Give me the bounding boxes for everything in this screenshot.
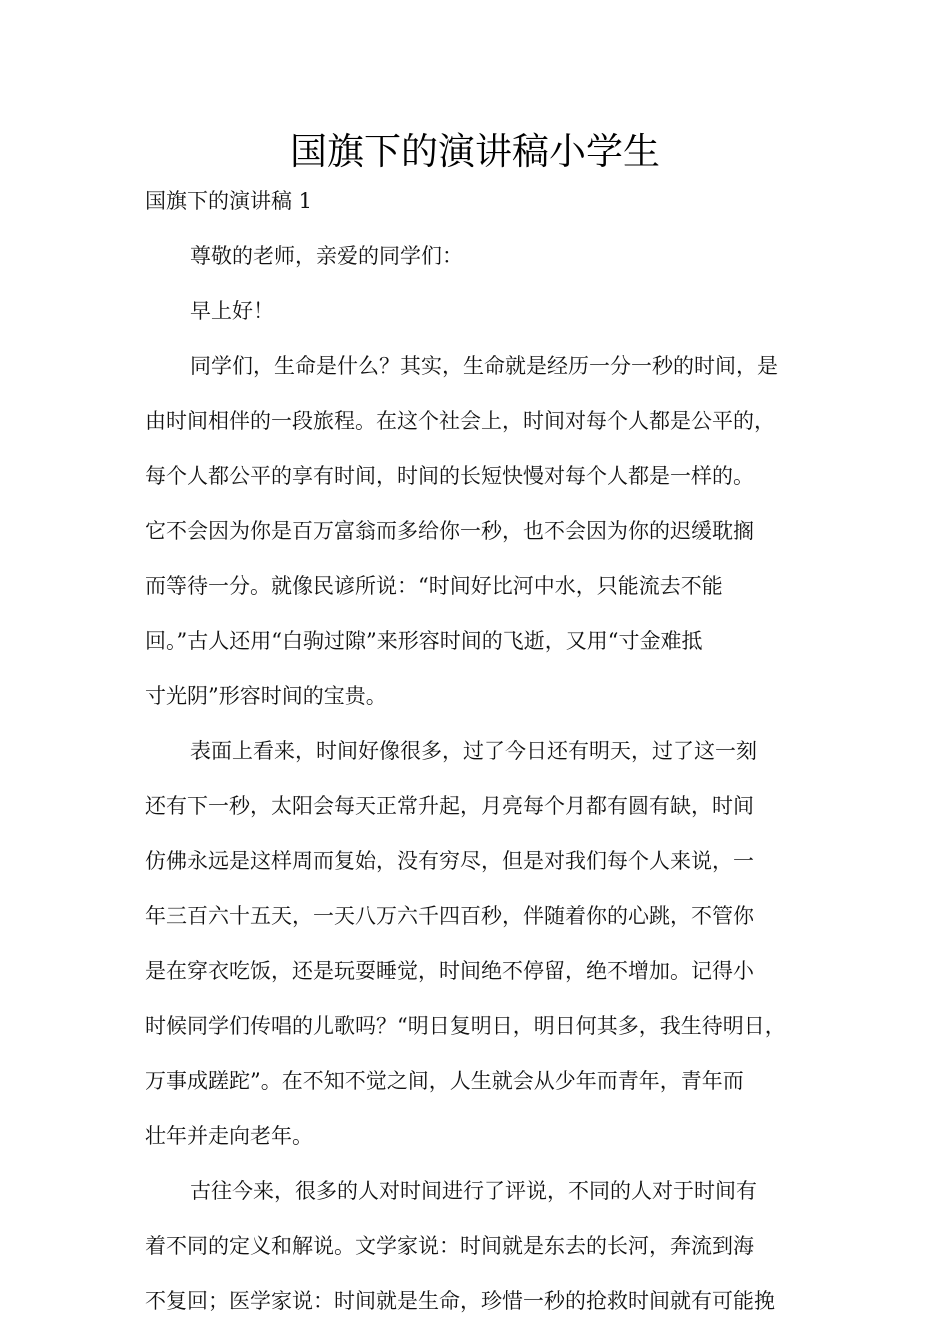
body-text-line: 国旗下的演讲稿 1 [145,189,313,213]
body-text-line: 尊敬的老师，亲爱的同学们： [190,244,463,268]
body-text-line: 年三百六十五天，一天八万六千四百秒，伴随着你的心跳，不管你 [145,904,754,928]
body-text-line: 由时间相伴的一段旅程。在这个社会上，时间对每个人都是公平的， [145,409,775,433]
document-body [145,180,817,1322]
body-text-line: 而等待一分。就像民谚所说：“时间好比河中水，只能流去不能 [145,574,723,598]
body-text-line: 同学们，生命是什么？其实，生命就是经历一分一秒的时间，是 [190,354,778,378]
document-title: 国旗下的演讲稿小学生 [290,130,660,173]
body-text-line: 每个人都公平的享有时间，时间的长短快慢对每个人都是一样的。 [145,464,754,488]
body-text-line: 仿佛永远是这样周而复始，没有穷尽，但是对我们每个人来说，一 [145,849,754,873]
body-text-line: 它不会因为你是百万富翁而多给你一秒，也不会因为你的迟缓耽搁 [145,519,754,543]
body-text-line: 不复回；医学家说：时间就是生命，珍惜一秒的抢救时间就有可能挽 [145,1289,775,1313]
body-text-line: 时候同学们传唱的儿歌吗？“明日复明日，明日何其多，我生待明日， [145,1014,786,1038]
body-text-line: 是在穿衣吃饭，还是玩耍睡觉，时间绝不停留，绝不增加。记得小 [145,959,754,983]
body-text-line: 着不同的定义和解说。文学家说：时间就是东去的长河，奔流到海 [145,1234,754,1258]
body-text-line: 壮年并走向老年。 [145,1124,313,1148]
body-text-line: 回。”古人还用“白驹过隙”来形容时间的飞逝，又用“寸金难抵 [145,629,703,653]
body-text-line: 还有下一秒，太阳会每天正常升起，月亮每个月都有圆有缺，时间 [145,794,754,818]
body-text-line: 寸光阴”形容时间的宝贵。 [145,684,387,708]
body-text-line: 万事成蹉跎”。在不知不觉之间，人生就会从少年而青年，青年而 [145,1069,744,1093]
body-text-line: 古往今来，很多的人对时间进行了评说，不同的人对于时间有 [190,1179,757,1203]
body-text-line: 表面上看来，时间好像很多，过了今日还有明天，过了这一刻 [190,739,757,763]
body-text-line: 早上好！ [190,299,274,323]
